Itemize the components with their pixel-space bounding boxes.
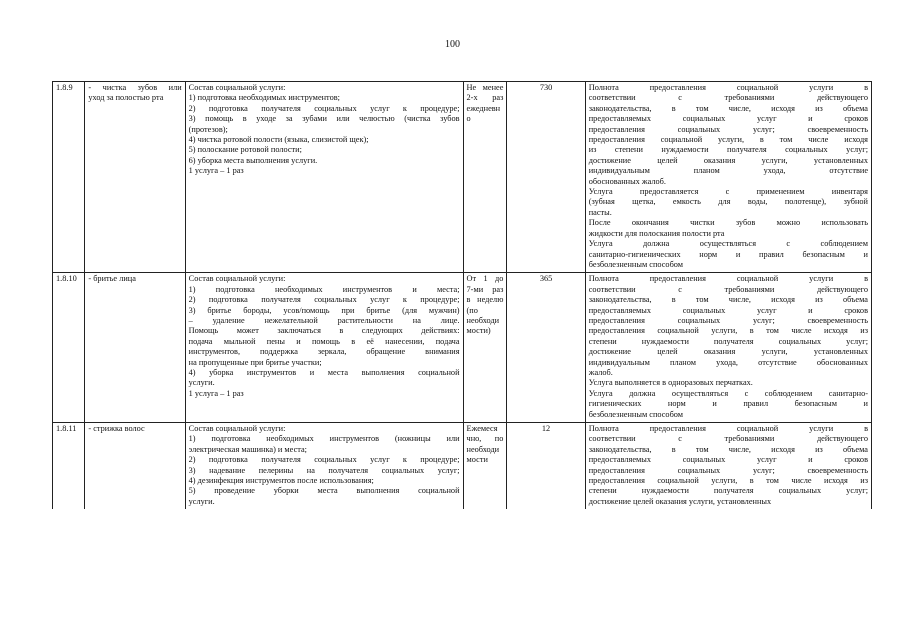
service-composition-line: услуги. [188, 496, 215, 506]
service-quality-line: жалоб. [588, 367, 613, 377]
service-count: 12 [507, 423, 585, 510]
service-quality [585, 273, 871, 423]
service-frequency-line: необходи [466, 315, 500, 325]
service-quality-line: степени нуждаемости получателя социальных услуг; [588, 336, 868, 346]
service-composition-line: – удаление нежелательной растительности на лице. [188, 315, 460, 325]
service-quality-line: предоставляемых социальных услуг и сроков [588, 455, 868, 465]
service-composition-line: 2) подготовка получателя социальных услуг к процедуре; [188, 103, 460, 113]
service-composition-line: 3) бритье бороды, усов/помощь при бритье (для мужчин) [188, 305, 460, 315]
service-composition [185, 423, 463, 510]
service-quality-line: Услуга должна осуществляться с соблюдением санитарно- [588, 388, 868, 398]
service-quality-line: Услуга выполняется в одноразовых перчатках. [588, 378, 753, 388]
service-frequency-line: мости [466, 455, 488, 465]
service-quality-line: (зубная щетка, емкость для воды, полотенце), зубной [588, 197, 868, 207]
service-frequency-line: От 1 до [466, 274, 504, 284]
service-quality-line: законодательства, в том числе, исходя из объема [588, 444, 868, 454]
table-row [53, 273, 872, 423]
service-name [85, 82, 185, 273]
service-name-line: - стрижка волос [88, 424, 145, 433]
service-count: 730 [507, 82, 585, 273]
service-frequency-line: чно, по [466, 434, 504, 444]
service-quality-line: предоставления социальной услуги, в том числе исходя [588, 135, 868, 145]
service-number: 1.8.10 [53, 273, 85, 423]
service-frequency [463, 423, 507, 510]
service-frequency-line: (по [466, 305, 478, 315]
service-quality-line: достижение целей оказания услуги, установленных [588, 155, 868, 165]
service-quality-line: Услуга предоставляется с применением инвентаря [588, 187, 868, 197]
service-composition-line: 1) подготовка необходимых инструментов; [188, 93, 340, 103]
service-name-line: - чистка зубов или [88, 83, 182, 92]
service-quality-line: индивидуальным планом ухода, отсутствие [588, 166, 868, 176]
service-composition [185, 273, 463, 423]
service-quality-line: гигиенических норм и правил безопасным и [588, 399, 868, 409]
service-frequency-line: ежедневн [466, 103, 501, 113]
service-composition-line: Состав социальной услуги: [188, 274, 286, 284]
service-quality-line: обоснованных жалоб. [588, 176, 666, 186]
service-quality-line: достижение целей оказания услуги, установленных [588, 347, 868, 357]
service-frequency-line: о [466, 114, 471, 124]
service-name-line: - бритье лица [88, 274, 136, 284]
service-name [85, 273, 185, 423]
service-quality-line: степени нуждаемости получателя социальных услуг; [588, 486, 868, 496]
service-frequency-line: 2-х раз [466, 93, 504, 103]
service-quality-line: Полнота предоставления социальной услуги в [588, 424, 868, 433]
service-quality-line: предоставления социальных услуг; своевременность [588, 465, 868, 475]
service-quality-line: жидкости для полоскания полости рта [588, 228, 725, 238]
service-composition-line: 2) подготовка получателя социальных услуг к процедуре; [188, 295, 460, 305]
service-composition-line: электрическая машинка) и места; [188, 444, 307, 454]
service-composition-line: 2) подготовка получателя социальных услуг к процедуре; [188, 455, 460, 465]
service-quality-line: Услуга должна осуществляться с соблюдением [588, 239, 868, 249]
service-composition-line: (протезов); [188, 124, 228, 134]
service-composition-line: 3) надевание пелерины на получателя социальных услуг; [188, 465, 460, 475]
service-composition-line: 5) полоскание ротовой полости; [188, 145, 302, 155]
services-table [52, 81, 872, 509]
service-frequency [463, 273, 507, 423]
service-quality [585, 423, 871, 510]
service-composition-line: 4) уборка инструментов и места выполнения социальной [188, 367, 460, 377]
service-composition-line: Помощь может заключаться в следующих действиях: [188, 326, 460, 336]
table-row [53, 82, 872, 273]
service-frequency-line: мости) [466, 326, 491, 336]
page-number: 100 [445, 39, 460, 50]
service-quality-line: Полнота предоставления социальной услуги в [588, 274, 868, 284]
service-quality-line: предоставления социальной услуги, в том числе исходя из [588, 326, 868, 336]
service-quality-line: пасты. [588, 207, 612, 217]
service-composition-line: подача мыльной пены и помощь в её нанесении, подача [188, 336, 460, 346]
service-frequency-line: необходи [466, 444, 500, 454]
service-composition-line: на пропущенные при бритье участки; [188, 357, 322, 367]
service-quality-line: законодательства, в том числе, исходя из объема [588, 295, 868, 305]
service-composition-line: 5) проведение уборки места выполнения социальной [188, 486, 460, 496]
service-quality-line: санитарно-гигиенических норм и правил безопасным и [588, 249, 868, 259]
table-row [53, 423, 872, 510]
service-number: 1.8.11 [53, 423, 85, 510]
service-quality-line: После окончания чистки зубов можно использовать [588, 218, 868, 228]
service-quality-line: предоставляемых социальных услуг и сроков [588, 305, 868, 315]
service-composition-line: инструментов, поддержка зеркала, обращение внимания [188, 347, 460, 357]
service-composition-line: 1) подготовка необходимых инструментов и места; [188, 284, 460, 294]
service-composition-line: 4) дезинфекция инструментов после использования; [188, 476, 374, 486]
service-composition-line: Состав социальной услуги: [188, 83, 286, 92]
service-composition [185, 82, 463, 273]
service-composition-line: 1) подготовка необходимых инструментов (ножницы или [188, 434, 460, 444]
service-composition-line: 6) уборка места выполнения услуги. [188, 155, 318, 165]
service-name-line: уход за полостью рта [88, 93, 164, 103]
service-count: 365 [507, 273, 585, 423]
service-quality-line: предоставления социальных услуг; своевременность [588, 124, 868, 134]
service-name [85, 423, 185, 510]
service-quality-line: Полнота предоставления социальной услуги в [588, 83, 868, 92]
service-quality-line: законодательства, в том числе, исходя из объема [588, 103, 868, 113]
service-quality-line: индивидуальным планом ухода, отсутствие обоснованных [588, 357, 868, 367]
service-composition-line: 3) помощь в уходе за зубами или челюстью (чистка зубов [188, 114, 460, 124]
service-frequency-line: в неделю [466, 295, 504, 305]
service-frequency-line: 7-ми раз [466, 284, 504, 294]
service-composition-line: 1 услуга – 1 раз [188, 388, 244, 398]
service-composition-line: услуги. [188, 378, 215, 388]
service-quality-line: предоставления социальной услуги, в том числе исходя из [588, 476, 868, 486]
service-quality [585, 82, 871, 273]
service-composition-line: Состав социальной услуги: [188, 424, 286, 433]
service-frequency-line: Ежемеся [466, 424, 498, 433]
service-quality-line: соответствии с требованиями действующего [588, 284, 868, 294]
service-quality-line: предоставления социальных услуг; своевременность [588, 315, 868, 325]
service-composition-line: 4) чистка ротовой полости (языка, слизистой щек); [188, 135, 369, 145]
service-quality-line: соответствии с требованиями действующего [588, 434, 868, 444]
service-frequency [463, 82, 507, 273]
service-quality-line: безболезненным способом [588, 409, 684, 419]
service-quality-line: предоставляемых социальных услуг и сроков [588, 114, 868, 124]
service-frequency-line: Не менее [466, 83, 504, 92]
services-table-body [53, 82, 872, 510]
service-composition-line: 1 услуга – 1 раз [188, 166, 244, 176]
service-quality-line: безболезненным способом [588, 259, 684, 269]
service-number: 1.8.9 [53, 82, 85, 273]
service-quality-line: соответствии с требованиями действующего [588, 93, 868, 103]
service-quality-line: достижение целей оказания услуги, установленных [588, 496, 772, 506]
service-quality-line: из степени нуждаемости получателя социальных услуг; [588, 145, 868, 155]
